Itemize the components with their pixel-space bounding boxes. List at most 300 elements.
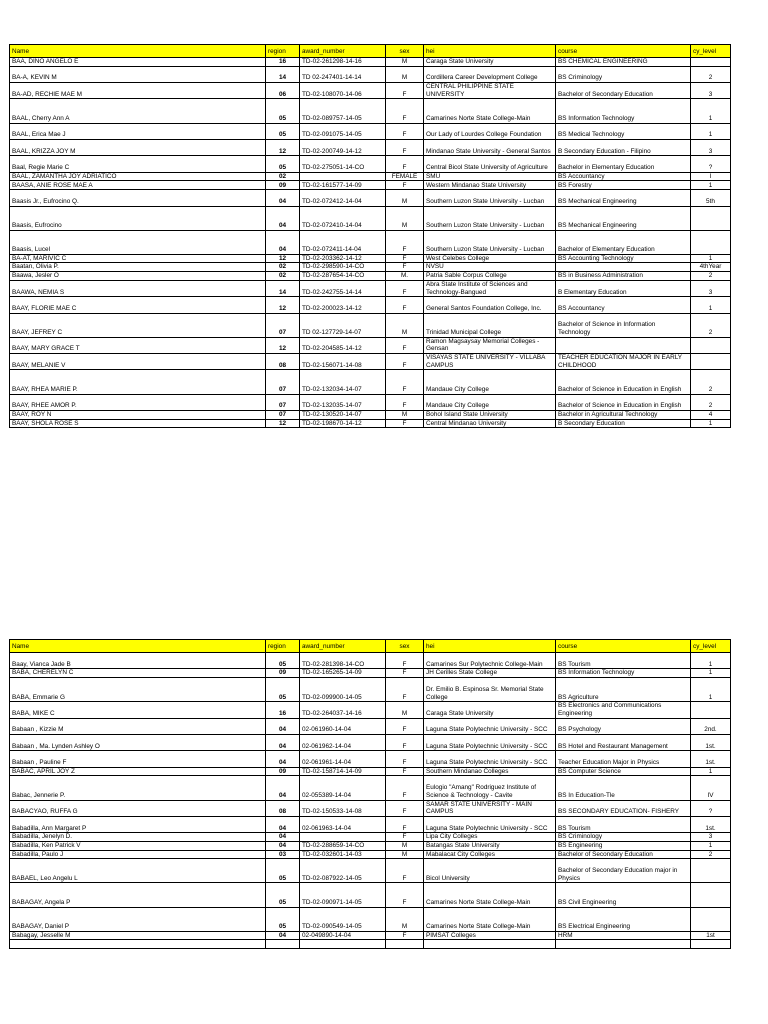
cell-hei: PIMSAT Colleges: [424, 931, 556, 940]
cell-hei: General Santos Foundation College, Inc.: [424, 297, 556, 313]
cell-course: Bachelor in Agricultural Technology: [556, 410, 691, 419]
cell-cy-level: 4: [691, 410, 731, 419]
table-row: [10, 254, 731, 263]
cell-award-number: TD-02-203362-14-12: [300, 254, 386, 263]
cell-name: BAAY, SHOLA ROSE S: [10, 419, 266, 428]
table-row: [10, 767, 731, 776]
cell-award-number: TD-02-242755-14-14: [300, 280, 386, 296]
cell-course: [556, 940, 691, 949]
cell-award-number: TD-02-200023-14-12: [300, 297, 386, 313]
cell-award-number: TD-02-298590-14-CO: [300, 263, 386, 272]
table-row: [10, 883, 731, 907]
cell-region: 05: [266, 883, 300, 907]
cell-region: 03: [266, 850, 300, 859]
cell-course: BS Tourism: [556, 653, 691, 669]
cell-sex: F: [386, 354, 424, 370]
cell-hei: JH Cerilles State College: [424, 669, 556, 678]
cell-cy-level: 1: [691, 841, 731, 850]
cell-sex: M: [386, 190, 424, 206]
cell-name: BAASA, ANIE ROSE MAE A: [10, 181, 266, 190]
cell-cy-level: 1: [691, 419, 731, 428]
cell-course: BS Forestry: [556, 181, 691, 190]
cell-hei: Mindanao State University - General Santos: [424, 139, 556, 155]
table-row: [10, 394, 731, 410]
cell-award-number: TD-02-132034-14-07: [300, 370, 386, 394]
cell-name: BAAY, ROY N: [10, 410, 266, 419]
cell-name: Baatan, Olivia P.: [10, 263, 266, 272]
cell-name: Babagay, Jesselle M: [10, 931, 266, 940]
cell-region: 12: [266, 254, 300, 263]
cell-cy-level: 1: [691, 678, 731, 702]
cell-cy-level: 1: [691, 767, 731, 776]
cell-name: BA-AT, MARIVIC C: [10, 254, 266, 263]
cell-sex: F: [386, 123, 424, 139]
header-row: [10, 45, 731, 58]
table-row: [10, 841, 731, 850]
cell-hei: Patria Sable Corpus College: [424, 272, 556, 281]
table-row: [10, 734, 731, 750]
cell-region: 04: [266, 734, 300, 750]
cell-name: BAAY, RHEE AMOR P.: [10, 394, 266, 410]
cell-hei: Western Mindanao State University: [424, 181, 556, 190]
cell-course: BS Psychology: [556, 718, 691, 734]
table-row: [10, 859, 731, 883]
cell-cy-level: [691, 859, 731, 883]
cell-course: BS Hotel and Restaurant Management: [556, 734, 691, 750]
cell-award-number: TD-02-072410-14-04: [300, 206, 386, 230]
cell-region: 04: [266, 190, 300, 206]
cell-award-number: TD-02-204585-14-12: [300, 337, 386, 353]
cell-sex: F: [386, 297, 424, 313]
cell-hei: Laguna State Polytechnic University - SCC: [424, 734, 556, 750]
cell-name: Babaan , Ma. Lynden Ashley O: [10, 734, 266, 750]
cell-name: Babadilla, Jenelyn D.: [10, 833, 266, 842]
cell-region: 05: [266, 123, 300, 139]
cell-cy-level: 3: [691, 280, 731, 296]
cell-region: 05: [266, 678, 300, 702]
cell-hei: Trinidad Municipal College: [424, 313, 556, 337]
cell-sex: F: [386, 931, 424, 940]
header-course: course: [556, 45, 691, 58]
cell-course: BS Medical Technology: [556, 123, 691, 139]
header-row: [10, 640, 731, 653]
cell-award-number: TD-02-091075-14-05: [300, 123, 386, 139]
cell-sex: F: [386, 139, 424, 155]
cell-hei: Caraga State University: [424, 58, 556, 67]
cell-sex: F: [386, 181, 424, 190]
table-row: [10, 123, 731, 139]
cell-award-number: TD-02-090549-14-05: [300, 907, 386, 931]
cell-cy-level: 1st.: [691, 734, 731, 750]
cell-cy-level: 1: [691, 181, 731, 190]
cell-cy-level: 2: [691, 272, 731, 281]
cell-name: Baasis, Lucel: [10, 230, 266, 254]
cell-course: BS Computer Science: [556, 767, 691, 776]
cell-cy-level: 1st.: [691, 751, 731, 767]
cell-cy-level: 1: [691, 297, 731, 313]
scholarship-table-1: [9, 44, 731, 428]
cell-hei: SMU: [424, 172, 556, 181]
cell-hei: Our Lady of Lourdes College Foundation: [424, 123, 556, 139]
cell-sex: F: [386, 263, 424, 272]
cell-sex: F: [386, 419, 424, 428]
table-row: [10, 816, 731, 832]
cell-course: BS Mechanical Engineering: [556, 190, 691, 206]
cell-award-number: TD-02-150533-14-08: [300, 800, 386, 816]
cell-region: 12: [266, 337, 300, 353]
cell-region: 09: [266, 669, 300, 678]
cell-cy-level: ?: [691, 156, 731, 172]
cell-award-number: TD-02-281398-14-CO: [300, 653, 386, 669]
cell-course: BS Tourism: [556, 816, 691, 832]
cell-course: BS Civil Engineering: [556, 883, 691, 907]
cell-course: Bachelor of Secondary Education: [556, 83, 691, 99]
table-row: [10, 280, 731, 296]
cell-region: 07: [266, 370, 300, 394]
cell-hei: Laguna State Polytechnic University - SCC: [424, 816, 556, 832]
cell-award-number: TD-02-032601-14-03: [300, 850, 386, 859]
cell-award-number: TD-02-132035-14-07: [300, 394, 386, 410]
cell-region: 12: [266, 419, 300, 428]
cell-award-number: TD-02-261298-14-16: [300, 58, 386, 67]
cell-cy-level: [691, 337, 731, 353]
cell-name: BAAL, ZAMANTHA JOY ADRIATICO: [10, 172, 266, 181]
cell-course: BS Electrical Engineering: [556, 907, 691, 931]
cell-sex: F: [386, 669, 424, 678]
cell-sex: F: [386, 859, 424, 883]
cell-hei: Southern Luzon State University - Lucban: [424, 206, 556, 230]
cell-name: BAAY, JEFREY C: [10, 313, 266, 337]
cell-course: Bachelor of Science in Education in English: [556, 370, 691, 394]
cell-course: BS SECONDARY EDUCATION- FISHERY: [556, 800, 691, 816]
cell-award-number: TD-02-165265-14-09: [300, 669, 386, 678]
table-row: [10, 833, 731, 842]
cell-award-number: TD 02-247401-14-14: [300, 66, 386, 82]
cell-sex: FEMALE: [386, 172, 424, 181]
table-row: [10, 653, 731, 669]
cell-award-number: TD-02-275051-14-CO: [300, 156, 386, 172]
cell-name: Baal, Regie Marie C: [10, 156, 266, 172]
table-row: [10, 313, 731, 337]
cell-sex: F: [386, 751, 424, 767]
cell-award-number: 02-049890-14-04: [300, 931, 386, 940]
cell-sex: M: [386, 702, 424, 718]
header-name: Name: [10, 45, 266, 58]
cell-sex: F: [386, 370, 424, 394]
cell-award-number: TD-02-287654-14-CO: [300, 272, 386, 281]
cell-region: 02: [266, 172, 300, 181]
cell-cy-level: 1st.: [691, 816, 731, 832]
cell-name: [10, 940, 266, 949]
cell-cy-level: [691, 230, 731, 254]
cell-award-number: TD-02-099900-14-05: [300, 678, 386, 702]
cell-hei: Laguna State Polytechnic University - SCC: [424, 751, 556, 767]
cell-sex: F: [386, 833, 424, 842]
cell-award-number: [300, 940, 386, 949]
table-row: [10, 230, 731, 254]
cell-name: BAAL, Cherry Ann A: [10, 99, 266, 123]
cell-sex: M: [386, 66, 424, 82]
cell-course: BS In Education-Tle: [556, 776, 691, 800]
cell-region: 05: [266, 907, 300, 931]
table-row: [10, 931, 731, 940]
cell-name: Babadilla, Ken Patrick V: [10, 841, 266, 850]
cell-region: 04: [266, 931, 300, 940]
cell-course: Bachelor of Secondary Education: [556, 850, 691, 859]
cell-cy-level: 1: [691, 99, 731, 123]
cell-sex: F: [386, 718, 424, 734]
cell-hei: Ramon Magsaysay Memorial Colleges - Gensan: [424, 337, 556, 353]
cell-course: Bachelor in Elementary Education: [556, 156, 691, 172]
cell-course: HRM: [556, 931, 691, 940]
cell-cy-level: IV: [691, 776, 731, 800]
cell-cy-level: 3: [691, 833, 731, 842]
table-row: [10, 940, 731, 949]
cell-sex: F: [386, 230, 424, 254]
cell-cy-level: 3: [691, 139, 731, 155]
cell-course: [556, 337, 691, 353]
table-row: [10, 800, 731, 816]
cell-course: B Elementary Education: [556, 280, 691, 296]
cell-cy-level: ?: [691, 800, 731, 816]
cell-name: BAAY, FLORIE MAE C: [10, 297, 266, 313]
cell-award-number: 02-061963-14-04: [300, 816, 386, 832]
cell-region: [266, 940, 300, 949]
table-row: [10, 337, 731, 353]
cell-region: 04: [266, 230, 300, 254]
cell-cy-level: [691, 940, 731, 949]
cell-sex: F: [386, 280, 424, 296]
cell-region: 04: [266, 776, 300, 800]
cell-sex: F: [386, 883, 424, 907]
cell-region: 14: [266, 280, 300, 296]
cell-name: BA-AD, RECHIE MAE M: [10, 83, 266, 99]
cell-hei: Bohol Island State University: [424, 410, 556, 419]
header-region: region: [266, 45, 300, 58]
cell-name: BAAL, KRIZZA JOY M: [10, 139, 266, 155]
cell-sex: M: [386, 841, 424, 850]
cell-name: BABA, MIKE C: [10, 702, 266, 718]
cell-course: B Secondary Education - Filipino: [556, 139, 691, 155]
table-row: [10, 669, 731, 678]
cell-cy-level: I: [691, 172, 731, 181]
cell-region: 12: [266, 139, 300, 155]
cell-region: 12: [266, 297, 300, 313]
cell-cy-level: 3: [691, 83, 731, 99]
cell-award-number: TD-02-158714-14-09: [300, 767, 386, 776]
cell-cy-level: 2: [691, 313, 731, 337]
cell-sex: F: [386, 734, 424, 750]
cell-award-number: TD 02-127729-14-07: [300, 313, 386, 337]
cell-cy-level: 2: [691, 394, 731, 410]
cell-course: [556, 263, 691, 272]
cell-cy-level: 2: [691, 66, 731, 82]
cell-course: BS CHEMICAL ENGINEERING: [556, 58, 691, 67]
header-award-number: award_number: [300, 45, 386, 58]
table-row: [10, 410, 731, 419]
table-row: [10, 907, 731, 931]
cell-name: Babac, Jennerie P.: [10, 776, 266, 800]
table-row: [10, 419, 731, 428]
cell-sex: [386, 940, 424, 949]
cell-hei: West Celebes College: [424, 254, 556, 263]
table-row: [10, 702, 731, 718]
header-name: Name: [10, 640, 266, 653]
cell-name: Baay, Vianca Jade B: [10, 653, 266, 669]
table-row: [10, 850, 731, 859]
cell-award-number: TD-02-089757-14-05: [300, 99, 386, 123]
cell-region: 07: [266, 313, 300, 337]
cell-region: 05: [266, 156, 300, 172]
cell-hei: Southern Mindanao Colleges: [424, 767, 556, 776]
cell-hei: Batangas State University: [424, 841, 556, 850]
cell-name: Baawa, Jesler O: [10, 272, 266, 281]
cell-sex: M: [386, 410, 424, 419]
cell-course: BS in Business Administration: [556, 272, 691, 281]
cell-hei: Lipa City Colleges: [424, 833, 556, 842]
cell-cy-level: 5th: [691, 190, 731, 206]
table-row: [10, 156, 731, 172]
cell-sex: M: [386, 850, 424, 859]
cell-name: Baasis, Eufrocino: [10, 206, 266, 230]
cell-region: 04: [266, 718, 300, 734]
table-row: [10, 751, 731, 767]
cell-course: BS Accountancy: [556, 172, 691, 181]
cell-region: 04: [266, 206, 300, 230]
cell-sex: F: [386, 678, 424, 702]
cell-hei: Camarines Sur Polytechnic College-Main: [424, 653, 556, 669]
cell-course: Bachelor of Elementary Education: [556, 230, 691, 254]
cell-cy-level: 1st: [691, 931, 731, 940]
cell-course: BS Electronics and Communications Engineering: [556, 702, 691, 718]
cell-hei: SAMAR STATE UNIVERSITY - MAIN CAMPUS: [424, 800, 556, 816]
cell-name: BAAY, RHEA MARIE P.: [10, 370, 266, 394]
cell-hei: Cordillera Career Development College: [424, 66, 556, 82]
cell-award-number: TD-02-130520-14-07: [300, 410, 386, 419]
table-row: [10, 83, 731, 99]
cell-cy-level: 4thYear: [691, 263, 731, 272]
cell-region: 09: [266, 767, 300, 776]
cell-region: 05: [266, 653, 300, 669]
header-sex: sex: [386, 45, 424, 58]
cell-name: BAAL, Erica Mae J: [10, 123, 266, 139]
table-row: [10, 370, 731, 394]
cell-cy-level: [691, 58, 731, 67]
cell-region: 02: [266, 272, 300, 281]
cell-award-number: TD-02-264037-14-16: [300, 702, 386, 718]
cell-hei: Southern Luzon State University - Lucban: [424, 230, 556, 254]
cell-hei: Mandaue City College: [424, 370, 556, 394]
cell-hei: Bicol University: [424, 859, 556, 883]
cell-course: BS Engineering: [556, 841, 691, 850]
cell-award-number: 02-061960-14-04: [300, 718, 386, 734]
cell-course: BS Information Technology: [556, 99, 691, 123]
cell-name: BABAGAY, Daniel P: [10, 907, 266, 931]
cell-hei: CENTRAL PHILIPPINE STATE UNIVERSITY: [424, 83, 556, 99]
cell-cy-level: 1: [691, 123, 731, 139]
header-course: course: [556, 640, 691, 653]
cell-sex: F: [386, 767, 424, 776]
cell-course: B Secondary Education: [556, 419, 691, 428]
cell-region: 04: [266, 833, 300, 842]
cell-award-number: TD-02-072412-14-04: [300, 190, 386, 206]
cell-hei: Southern Luzon State University - Lucban: [424, 190, 556, 206]
cell-hei: Mabalacat City Colleges: [424, 850, 556, 859]
table-row: [10, 354, 731, 370]
cell-award-number: [300, 172, 386, 181]
cell-award-number: TD-02-108070-14-06: [300, 83, 386, 99]
cell-sex: F: [386, 653, 424, 669]
table-row: [10, 66, 731, 82]
cell-sex: F: [386, 83, 424, 99]
cell-region: 16: [266, 58, 300, 67]
cell-sex: F: [386, 254, 424, 263]
header-hei: hei: [424, 45, 556, 58]
header-cy-level: cy_level: [691, 640, 731, 653]
cell-course: BS Criminology: [556, 66, 691, 82]
cell-award-number: TD-02-200749-14-12: [300, 139, 386, 155]
cell-name: BABA, Emmarie G: [10, 678, 266, 702]
cell-name: Babadilla, Ann Margaret P: [10, 816, 266, 832]
table-row: [10, 99, 731, 123]
cell-sex: F: [386, 156, 424, 172]
table-row: [10, 776, 731, 800]
cell-award-number: TD-02-288659-14-CO: [300, 841, 386, 850]
cell-course: BS Information Technology: [556, 669, 691, 678]
cell-cy-level: 2: [691, 850, 731, 859]
cell-sex: M: [386, 313, 424, 337]
cell-hei: Central Bicol State University of Agriculture: [424, 156, 556, 172]
table-row: [10, 718, 731, 734]
cell-cy-level: 2nd.: [691, 718, 731, 734]
table-row: [10, 206, 731, 230]
table-row: [10, 678, 731, 702]
cell-course: Bachelor of Secondary Education major in Physics: [556, 859, 691, 883]
cell-hei: Camarines Norte State College-Main: [424, 883, 556, 907]
cell-region: 04: [266, 841, 300, 850]
cell-name: BABA, CHERELYN C: [10, 669, 266, 678]
table-row: [10, 139, 731, 155]
cell-region: 14: [266, 66, 300, 82]
table-row: [10, 190, 731, 206]
cell-region: 07: [266, 394, 300, 410]
cell-region: 06: [266, 83, 300, 99]
cell-sex: M: [386, 907, 424, 931]
cell-cy-level: [691, 206, 731, 230]
table-row: [10, 263, 731, 272]
cell-sex: F: [386, 816, 424, 832]
cell-name: BAAY, MELANIE V: [10, 354, 266, 370]
cell-name: BABAGAY, Angela P: [10, 883, 266, 907]
cell-region: 05: [266, 99, 300, 123]
cell-name: Babaan , Pauline F: [10, 751, 266, 767]
cell-award-number: TD-02-090971-14-05: [300, 883, 386, 907]
cell-name: BA-A, KEVIN M: [10, 66, 266, 82]
cell-cy-level: [691, 883, 731, 907]
cell-course: BS Criminology: [556, 833, 691, 842]
cell-course: Bachelor of Science in Education in English: [556, 394, 691, 410]
cell-region: 07: [266, 410, 300, 419]
header-hei: hei: [424, 640, 556, 653]
cell-course: TEACHER EDUCATION MAJOR IN EARLY CHILDHOOD: [556, 354, 691, 370]
table-row: [10, 272, 731, 281]
cell-hei: Eulogio "Amang" Rodriguez Institute of Science & Technology - Cavite: [424, 776, 556, 800]
cell-award-number: TD-02-072411-14-04: [300, 230, 386, 254]
cell-region: 02: [266, 263, 300, 272]
cell-hei: NVSU: [424, 263, 556, 272]
cell-hei: Dr. Emilio B. Espinosa Sr. Memorial State College: [424, 678, 556, 702]
table-row: [10, 58, 731, 67]
